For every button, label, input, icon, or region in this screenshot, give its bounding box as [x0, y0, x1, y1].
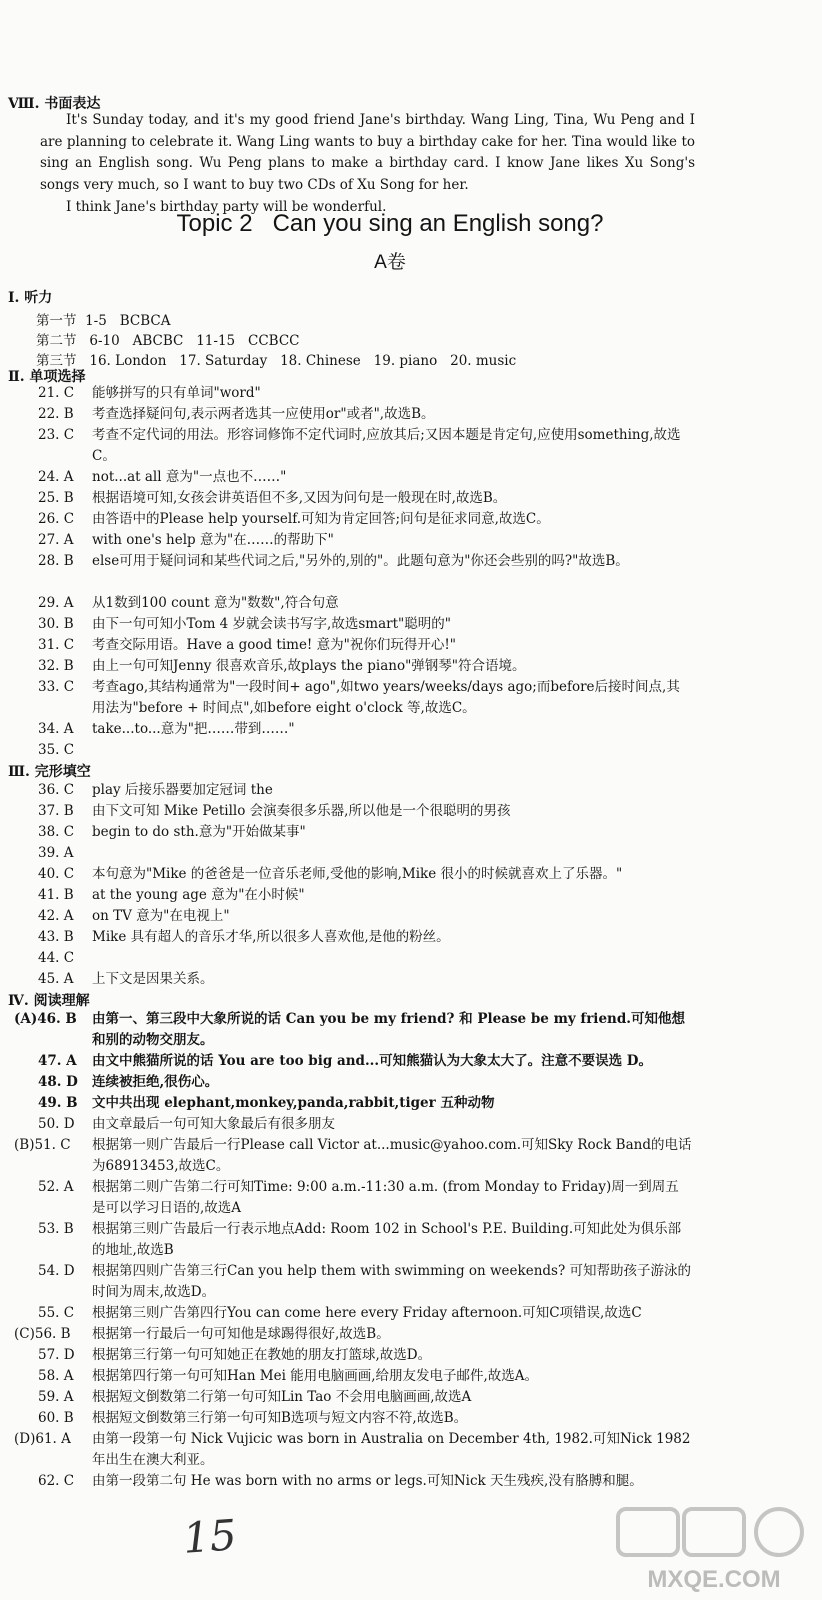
answer-explanation: take...to...意为"把……带到……" — [92, 721, 295, 737]
answer-explanation: at the young age 意为"在小时候" — [92, 887, 305, 903]
watermark-text: MXQE.COM — [647, 1566, 781, 1593]
answer-explanation: 由文章最后一句可知大象最后有很多朋友 — [92, 1116, 335, 1132]
answer-key: 35. C — [38, 742, 75, 758]
answer-explanation: 由答语中的Please help yourself.可知为肯定回答;问句是征求同意,故选C。 — [92, 511, 550, 527]
answer-key: 30. B — [38, 616, 74, 632]
answer-explanation: play 后接乐器要加定冠词 the — [92, 782, 273, 798]
answer-explanation: 由第一段第二句 He was born with no arms or legs.可知Nick 天生残疾,没有胳膊和腿。 — [92, 1473, 643, 1489]
answer-key: 45. A — [38, 971, 74, 987]
answer-key: 47. A — [38, 1053, 77, 1069]
answer-key: 21. C — [38, 385, 75, 401]
answer-key: 57. D — [38, 1347, 75, 1363]
answer-explanation: with one's help 意为"在……的帮助下" — [92, 532, 334, 548]
answer-key: 62. C — [38, 1473, 75, 1489]
answer-explanation: 本句意为"Mike 的爸爸是一位音乐老师,受他的影响,Mike 很小的时候就喜欢上了乐器。" — [92, 866, 623, 882]
answer-key: (C)56. B — [14, 1326, 71, 1342]
listening-line: 第二节 6-10 ABCBC 11-15 CCBCC — [36, 333, 300, 349]
answer-key: 40. C — [38, 866, 75, 882]
section-listening-title: Ⅰ. 听力 — [8, 290, 53, 306]
answer-key: 60. B — [38, 1410, 74, 1426]
answer-explanation: 由文中熊猫所说的话 You are too big and...可知熊猫认为大象太大了。注意不要误选 D。 — [92, 1053, 652, 1069]
answer-key: 43. B — [38, 929, 74, 945]
answer-explanation: 考查交际用语。Have a good time! 意为"祝你们玩得开心!" — [92, 637, 456, 653]
answer-key: 49. B — [38, 1095, 78, 1111]
answer-explanation: 根据第三则广告第四行You can come here every Friday afternoon.可知C项错误,故选C — [92, 1305, 642, 1321]
answer-explanation: 根据第四行第一句可知Han Mei 能用电脑画画,给朋友发电子邮件,故选A。 — [92, 1368, 539, 1384]
answer-key: 44. C — [38, 950, 75, 966]
answer-key: 38. C — [38, 824, 75, 840]
answer-key: 42. A — [38, 908, 74, 924]
answer-key: 54. D — [38, 1263, 75, 1279]
answer-key: 39. A — [38, 845, 74, 861]
answer-explanation: 考查ago,其结构通常为"一段时间+ ago",如two years/weeks/days ago;而before后接时间点,其用法为"before + 时间点",如before eight o'clock 等,故选C。 — [92, 679, 680, 716]
answer-key: 50. D — [38, 1116, 75, 1132]
answer-key: 23. C — [38, 427, 75, 443]
answer-key: 26. C — [38, 511, 75, 527]
section-cloze-title: Ⅲ. 完形填空 — [8, 764, 91, 780]
answer-key: 52. A — [38, 1179, 74, 1195]
answer-key: 29. A — [38, 595, 74, 611]
answer-key: 53. B — [38, 1221, 74, 1237]
answer-explanation: 根据短文倒数第三行第一句可知B选项与短文内容不符,故选B。 — [92, 1410, 468, 1426]
writing-paragraph-1: It's Sunday today, and it's my good friend Jane's birthday. Wang Ling, Tina, Wu Peng and I are planning to celebrate it. Wang Ling wants to buy a birthday cake for her. Tina would like to sing an English song. Wu Peng plans to make a birthday card. I know Jane likes Xu Song's songs very much, so I want to buy two CDs of Xu Song for her. — [40, 112, 695, 193]
answer-explanation: 根据第三行第一句可知她正在教她的朋友打篮球,故选D。 — [92, 1347, 432, 1363]
answer-explanation: 根据第四则广告第三行Can you help them with swimming on weekends? 可知帮助孩子游泳的时间为周末,故选D。 — [92, 1263, 691, 1300]
answer-key: 55. C — [38, 1305, 75, 1321]
answer-explanation: 根据短文倒数第二行第一句可知Lin Tao 不会用电脑画画,故选A — [92, 1389, 472, 1405]
volume-title: A卷 — [374, 252, 406, 273]
answer-explanation: on TV 意为"在电视上" — [92, 908, 230, 924]
answer-key: 59. A — [38, 1389, 74, 1405]
answer-key: 58. A — [38, 1368, 74, 1384]
answer-explanation: Mike 具有超人的音乐才华,所以很多人喜欢他,是他的粉丝。 — [92, 929, 450, 945]
answer-explanation: 根据第一行最后一句可知他是球踢得很好,故选B。 — [92, 1326, 390, 1342]
answer-key: 28. B — [38, 553, 74, 569]
answer-key: (B)51. C — [14, 1137, 71, 1153]
answer-explanation: 由上一句可知Jenny 很喜欢音乐,故plays the piano"弹钢琴"符合语境。 — [92, 658, 526, 674]
answer-key: (A)46. B — [14, 1011, 77, 1027]
answer-key: 41. B — [38, 887, 74, 903]
answer-explanation: 由第一段第一句 Nick Vujicic was born in Australia on December 4th, 1982.可知Nick 1982年出生在澳大利亚。 — [92, 1431, 691, 1468]
answer-key: 36. C — [38, 782, 75, 798]
answer-explanation: 连续被拒绝,很伤心。 — [92, 1074, 219, 1090]
watermark-logo — [614, 1505, 814, 1595]
answer-key: 33. C — [38, 679, 75, 695]
writing-paragraph-2: I think Jane's birthday party will be wonderful. — [66, 199, 387, 215]
answer-explanation: 根据第一则广告最后一行Please call Victor at...music@yahoo.com.可知Sky Rock Band的电话为68913453,故选C。 — [92, 1137, 692, 1174]
answer-explanation: 从1数到100 count 意为"数数",符合句意 — [92, 595, 339, 611]
listening-line: 第一节 1-5 BCBCA — [36, 313, 171, 329]
section-single-choice-title: Ⅱ. 单项选择 — [8, 369, 86, 385]
answer-explanation: 由下文可知 Mike Petillo 会演奏很多乐器,所以他是一个很聪明的男孩 — [92, 803, 511, 819]
answer-explanation: else可用于疑问词和某些代词之后,"另外的,别的"。此题句意为"你还会些别的吗?"故选B。 — [92, 553, 629, 569]
section-reading-title: Ⅳ. 阅读理解 — [8, 993, 90, 1009]
answer-explanation: 根据第三则广告最后一行表示地点Add: Room 102 in School's P.E. Building.可知此处为俱乐部的地址,故选B — [92, 1221, 682, 1258]
listening-line: 第三节 16. London 17. Saturday 18. Chinese 19. piano 20. music — [36, 353, 517, 369]
answer-explanation: 考查不定代词的用法。形容词修饰不定代词时,应放其后;又因本题是肯定句,应使用something,故选C。 — [92, 427, 681, 464]
answer-explanation: 文中共出现 elephant,monkey,panda,rabbit,tiger 五种动物 — [92, 1095, 495, 1111]
topic-title: Topic 2 Can you sing an English song? — [176, 210, 604, 237]
answer-explanation: 由第一、第三段中大象所说的话 Can you be my friend? 和 Please be my friend.可知他想和别的动物交朋友。 — [92, 1011, 685, 1048]
answer-key: 32. B — [38, 658, 74, 674]
answer-key: 37. B — [38, 803, 74, 819]
answer-key: (D)61. A — [14, 1431, 71, 1447]
answer-key: 25. B — [38, 490, 74, 506]
answer-key: 24. A — [38, 469, 74, 485]
handwritten-number: 15 — [181, 1510, 239, 1563]
section-writing-title: Ⅷ. 书面表达 — [8, 96, 101, 112]
answer-explanation: 上下文是因果关系。 — [92, 971, 214, 987]
answer-explanation: 根据语境可知,女孩会讲英语但不多,又因为问句是一般现在时,故选B。 — [92, 490, 507, 506]
answer-key: 34. A — [38, 721, 74, 737]
answer-explanation: 能够拼写的只有单词"word" — [92, 385, 261, 401]
answer-explanation: 由下一句可知小Tom 4 岁就会读书写字,故选smart"聪明的" — [92, 616, 451, 632]
answer-key: 22. B — [38, 406, 74, 422]
answer-explanation: begin to do sth.意为"开始做某事" — [92, 824, 306, 840]
answer-key: 27. A — [38, 532, 74, 548]
answer-key: 48. D — [38, 1074, 78, 1090]
answer-key: 31. C — [38, 637, 75, 653]
answer-explanation: not...at all 意为"一点也不……" — [92, 469, 287, 485]
answer-explanation: 考查选择疑问句,表示两者选其一应使用or"或者",故选B。 — [92, 406, 435, 422]
watermark-logo-graphic — [614, 1505, 814, 1595]
answer-explanation: 根据第二则广告第二行可知Time: 9:00 a.m.-11:30 a.m. (from Monday to Friday)周一到周五是可以学习日语的,故选A — [92, 1179, 679, 1216]
